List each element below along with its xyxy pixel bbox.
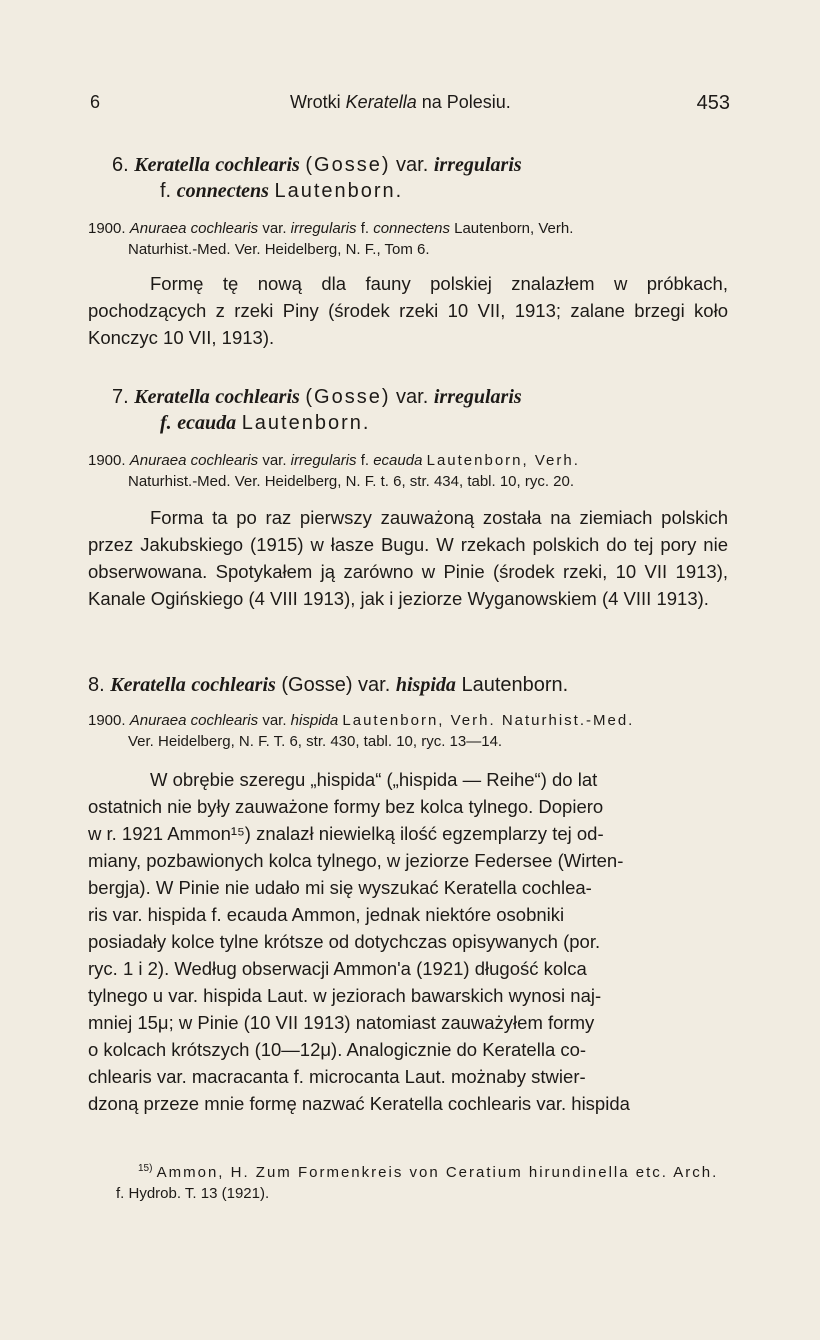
cite-source: Naturhist.-Med. Ver. Heidelberg, N. F. t. 6, str. 434, tabl. 10, ryc. 20. — [128, 473, 575, 490]
heading-form-author: Lautenborn. — [274, 180, 404, 202]
para-line: ryc. 1 i 2). Według obserwacji Ammon'a (1921) długość kolca — [88, 958, 587, 979]
section-8-citation — [88, 710, 728, 752]
section-8 — [88, 672, 728, 1117]
cite-variety: hispida — [290, 712, 339, 729]
heading-author: (Gosse) — [305, 386, 391, 408]
cite-author: Lautenborn, Verh. — [454, 220, 574, 237]
para-line: bergja). W Pinie nie udało mi się wyszukać Keratella cochlea- — [88, 877, 592, 898]
heading-form-author: Lautenborn. — [241, 412, 371, 434]
footnote — [88, 1158, 728, 1204]
heading-form: ecauda — [177, 412, 237, 434]
section-6-paragraph: Formę tę nową dla fauny polskiej znalazłem w próbkach, pochodzących z rzeki Piny (środek rzeki 10 VII, 1913; zalane brzegi koło Konczyc 10 VII, 1913). — [88, 273, 728, 348]
header-title-after: na Polesiu. — [416, 92, 511, 112]
heading-author: (Gosse) — [281, 674, 353, 696]
heading-species: cochlearis — [215, 386, 300, 408]
section-7 — [88, 384, 728, 612]
heading-number: 8. — [88, 674, 105, 696]
heading-number: 7. — [112, 386, 129, 408]
cite-variety: irregularis — [290, 452, 357, 469]
cite-year: 1900. — [88, 220, 126, 237]
footnote-line-2: f. Hydrob. T. 13 (1921). — [116, 1185, 270, 1202]
para-line: tylnego u var. hispida Laut. w jeziorach bawarskich wynosi naj- — [88, 985, 602, 1006]
heading-species: cochlearis — [215, 154, 300, 176]
heading-author: (Gosse) — [305, 154, 391, 176]
section-6-heading — [88, 152, 728, 204]
page-number: 453 — [696, 92, 730, 114]
cite-source: Ver. Heidelberg, N. F. T. 6, str. 430, tabl. 10, ryc. 13—14. — [128, 733, 503, 750]
section-6-citation — [88, 218, 728, 260]
section-8-paragraph — [88, 766, 728, 1117]
para-line: posiadały kolce tylne krótsze od dotychczas opisywanych (por. — [88, 931, 601, 952]
heading-var-label: var. — [396, 154, 429, 176]
cite-var: var. — [262, 452, 287, 469]
cite-form: ecauda — [373, 452, 423, 469]
para-line: miany, pozbawionych kolca tylnego, w jeziorze Federsee (Wirten- — [88, 850, 624, 871]
cite-year: 1900. — [88, 712, 126, 729]
footnote-mark: 15) — [138, 1163, 153, 1174]
header-title — [290, 92, 511, 113]
heading-number: 6. — [112, 154, 129, 176]
para-line: mniej 15μ; w Pinie (10 VII 1913) natomiast zauważyłem formy — [88, 1012, 595, 1033]
header-title-italic: Keratella — [345, 92, 417, 112]
header-title-before: Wrotki — [290, 92, 346, 112]
section-7-heading — [88, 384, 728, 436]
heading-genus: Keratella — [134, 386, 210, 408]
heading-species: cochlearis — [191, 674, 276, 696]
heading-var-label: var. — [396, 386, 429, 408]
heading-genus: Keratella — [134, 154, 210, 176]
cite-taxon: Anuraea cochlearis — [129, 452, 259, 469]
para-line: W obrębie szeregu „hispida“ („hispida — Reihe“) do lat — [150, 769, 598, 790]
cite-author: Lautenborn, Verh. Naturhist.-Med. — [342, 712, 635, 729]
para-line: o kolcach krótszych (10—12μ). Analogicznie do Keratella co- — [88, 1039, 587, 1060]
header-left-number: 6 — [90, 92, 101, 112]
para-line: ostatnich nie były zauważone formy bez kolca tylnego. Dopiero — [88, 796, 604, 817]
heading-variety: hispida — [395, 674, 456, 696]
cite-source: Naturhist.-Med. Ver. Heidelberg, N. F., Tom 6. — [128, 241, 430, 258]
cite-f: f. — [360, 452, 370, 469]
cite-form: connectens — [373, 220, 450, 237]
heading-form: connectens — [176, 180, 269, 202]
section-7-paragraph: Forma ta po raz pierwszy zauważoną została na ziemiach polskich przez Jakubskiego (1915) w łasze Bugu. W rzekach polskich do tej pory nie obserwowana. Spotykałem ją zarówno w Pinie (środek rzeki, 10 VII 1913), Kanale Ogińskiego (4 VIII 1913), jak i jeziorze Wyganowskiem (4 VIII 1913). — [88, 507, 728, 609]
cite-taxon: Anuraea cochlearis — [129, 220, 259, 237]
heading-form-label: f. — [160, 412, 172, 434]
cite-variety: irregularis — [290, 220, 357, 237]
heading-genus: Keratella — [110, 674, 186, 696]
cite-f: f. — [360, 220, 370, 237]
heading-variety-author: Lautenborn. — [461, 674, 569, 696]
cite-year: 1900. — [88, 452, 126, 469]
footnote-line-1: Ammon, H. Zum Formenkreis von Ceratium hirundinella etc. Arch. — [156, 1164, 719, 1181]
para-line: dzoną przeze mnie formę nazwać Keratella cochlearis var. hispida — [88, 1093, 630, 1114]
cite-author: Lautenborn, Verh. — [426, 452, 580, 469]
heading-var-label: var. — [358, 674, 391, 696]
cite-var: var. — [262, 220, 287, 237]
heading-variety: irregularis — [433, 154, 522, 176]
heading-variety: irregularis — [433, 386, 522, 408]
section-6 — [88, 152, 728, 351]
para-line: ris var. hispida f. ecauda Ammon, jednak niektóre osobniki — [88, 904, 565, 925]
heading-form-label: f. — [160, 180, 172, 202]
cite-taxon: Anuraea cochlearis — [129, 712, 259, 729]
cite-var: var. — [262, 712, 287, 729]
section-7-citation — [88, 450, 728, 492]
para-line: w r. 1921 Ammon¹⁵) znalazł niewielką ilość egzemplarzy tej od- — [88, 823, 604, 844]
running-header — [90, 92, 730, 122]
para-line: chlearis var. macracanta f. microcanta Laut. możnaby stwier- — [88, 1066, 586, 1087]
section-8-heading — [88, 672, 728, 698]
